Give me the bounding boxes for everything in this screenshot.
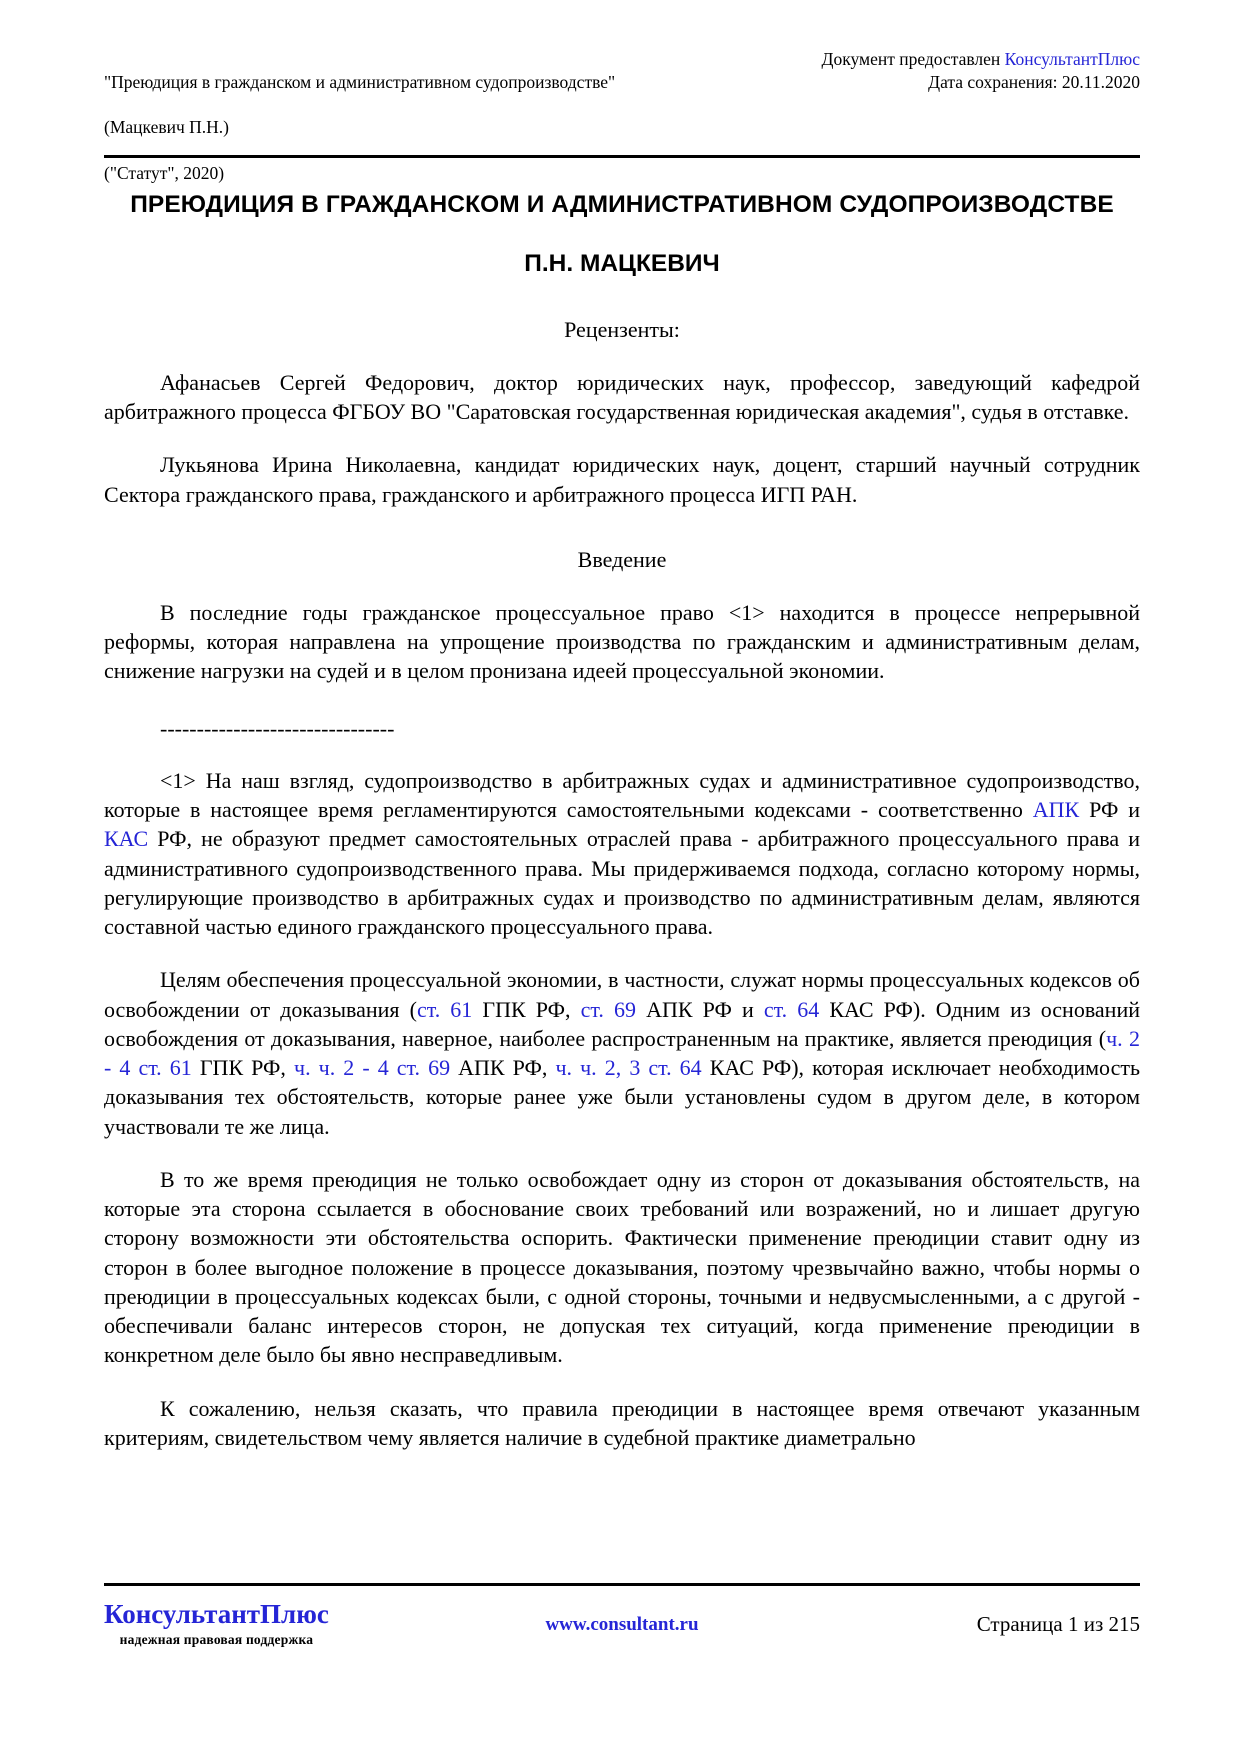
- regret-paragraph: К сожалению, нельзя сказать, что правила преюдиции в настоящее время отвечают указанным критериям, свидетельством чему является наличие в судебной практике диаметрально: [104, 1395, 1140, 1450]
- link-ch-2-3-st-64[interactable]: ч. ч. 2, 3 ст. 64: [555, 1055, 702, 1081]
- goals-text-part-1: Целям обеспечения процессуальной экономии, в частности, служат нормы процессуальных кодексов об освобождении от доказывания (: [104, 967, 1140, 1022]
- header-divider: [104, 155, 1140, 158]
- footnote-separator: --------------------------------: [160, 715, 395, 741]
- page-number-indicator: Страница 1 из 215: [976, 1612, 1140, 1636]
- footnote-1-text-part-1: <1> На наш взгляд, судопроизводство в арбитражных судах и административное судопроизводство, которые в настоящее время регламентируются самостоятельными кодексами - соответственно: [104, 767, 1140, 823]
- goals-text-part-2: ГПК РФ,: [472, 996, 581, 1022]
- reviewer-paragraph-1: Афанасьев Сергей Федорович, доктор юридических наук, профессор, заведующий кафедрой арбитражного процесса ФГБОУ ВО "Саратовская государственная юридическая академия", судья в отставке.: [104, 369, 1140, 425]
- provided-by-prefix: Документ предоставлен: [821, 49, 1005, 69]
- goals-text-part-5: ГПК РФ,: [191, 1055, 294, 1081]
- reviewer-paragraph-2: Лукьянова Ирина Николаевна, кандидат юридических наук, доцент, старший научный сотрудник Сектора гражданского права, гражданского и арбитражного процесса ИГП РАН.: [104, 452, 1140, 507]
- economy-goals-paragraph: [104, 965, 1140, 1141]
- introduction-heading: Введение: [577, 546, 667, 572]
- footer-divider: [104, 1583, 1140, 1586]
- footnote-1-paragraph: [104, 766, 1140, 942]
- goals-text-part-4: КАС РФ). Одним из оснований освобождения от доказывания, наверное, наиболее распространенным на практике, является преюдиция (: [104, 996, 1140, 1051]
- document-meta-right: [822, 48, 1140, 94]
- document-meta-author: (Мацкевич П.Н.): [104, 117, 230, 138]
- reviewers-heading: Рецензенты:: [564, 316, 680, 342]
- link-st-61-gpk[interactable]: ст. 61: [416, 996, 473, 1022]
- document-meta-title: "Преюдиция в гражданском и административном судопроизводстве": [104, 71, 616, 92]
- provided-by-line: [822, 48, 1140, 71]
- introduction-paragraph: В последние годы гражданское процессуальное право <1> находится в процессе непрерывной реформы, которая направлена на упрощение производства по гражданским и административным делам, снижение нагрузки на судей и в целом пронизана идеей процессуальной экономии.: [104, 599, 1140, 684]
- link-st-64-kas[interactable]: ст. 64: [763, 996, 820, 1022]
- link-apk-rf[interactable]: АПК: [1032, 797, 1080, 823]
- page-title: ПРЕЮДИЦИЯ В ГРАЖДАНСКОМ И АДМИНИСТРАТИВНОМ СУДОПРОИЗВОДСТВЕ: [130, 191, 1114, 218]
- link-ch-2-4-st-61[interactable]: ч. 2 - 4 ст. 61: [104, 1025, 1140, 1081]
- same-time-paragraph: В то же время преюдиция не только освобождает одну из сторон от доказывания обстоятельств, на которые эта сторона ссылается в обоснование своих требований или возражений, но и лишает другую сторону возможности эти обстоятельства оспорить. Фактически применение преюдиции ставит одну из сторон в более выгодное положение в процессе доказывания, поэтому чрезвычайно важно, чтобы нормы о преюдиции в процессуальных кодексах были, с одной стороны, точными и недвусмысленными, а с другой - обеспечивали баланс интересов сторон, не допуская тех ситуаций, когда применение преюдиции в конкретном деле было бы явно несправедливым.: [104, 1166, 1140, 1368]
- page-footer: [104, 1600, 1140, 1680]
- document-body: [104, 178, 1140, 1578]
- goals-text-part-7: КАС РФ), которая исключает необходимость доказывания тех обстоятельств, которые ранее уже были установлены судом в другом деле, в котором участвовали те же лица.: [104, 1055, 1140, 1139]
- website-url[interactable]: www.consultant.ru: [545, 1614, 699, 1635]
- logo-wordmark: КонсультантПлюс: [104, 1599, 329, 1629]
- saved-date-line: Дата сохранения: 20.11.2020: [928, 71, 1140, 92]
- goals-text-part-3: АПК РФ и: [636, 996, 764, 1022]
- footnote-1-text-part-3: РФ, не образуют предмет самостоятельных отраслей права - арбитражного процессуального права и административного судопроизводственного права. Мы придерживаемся подхода, согласно которому нормы, регулирующие производство в арбитражных судах и производство по административным делам, являются составной частью единого гражданского процессуального права.: [104, 826, 1140, 940]
- document-author: П.Н. МАЦКЕВИЧ: [524, 250, 720, 278]
- goals-text-part-6: АПК РФ,: [450, 1055, 556, 1081]
- link-st-69-apk[interactable]: ст. 69: [580, 996, 637, 1022]
- document-meta-publisher: ("Статут", 2020): [104, 162, 225, 183]
- logo-tagline: надежная правовая поддержка: [119, 1631, 314, 1647]
- link-ch-2-4-st-69[interactable]: ч. ч. 2 - 4 ст. 69: [294, 1055, 451, 1081]
- link-kas-rf[interactable]: КАС: [104, 826, 149, 852]
- consultant-plus-brand: КонсультантПлюс: [1004, 49, 1140, 69]
- footnote-1-text-part-2: РФ и: [1079, 797, 1140, 823]
